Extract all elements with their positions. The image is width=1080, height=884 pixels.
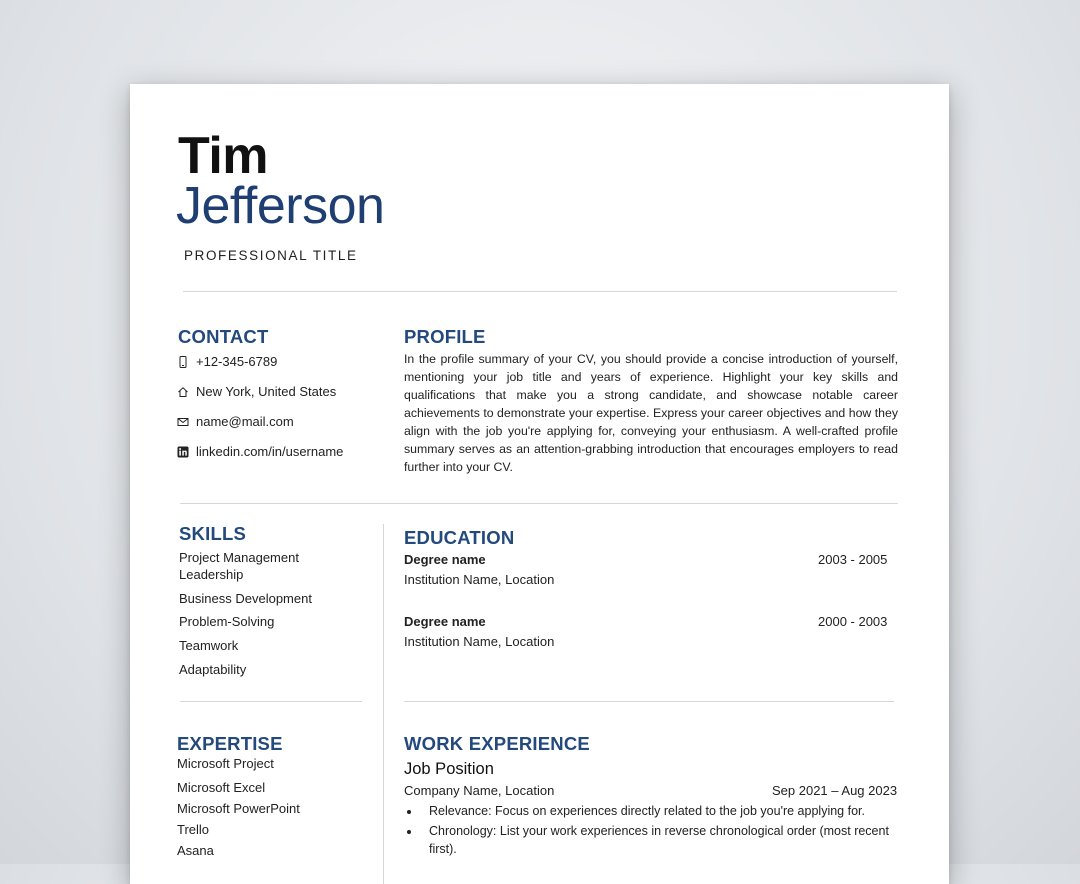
skill-item: Problem-Solving	[179, 614, 275, 629]
company-name: Company Name, Location	[404, 783, 555, 798]
header-divider	[183, 291, 897, 292]
degree-name: Degree name	[404, 614, 486, 629]
expertise-heading: EXPERTISE	[177, 733, 283, 754]
section-divider	[180, 503, 898, 504]
skill-item: Adaptability	[179, 662, 247, 677]
expertise-item: Asana	[177, 843, 214, 858]
work-heading: WORK EXPERIENCE	[404, 733, 590, 754]
contact-email: name@mail.com	[196, 414, 294, 429]
expertise-item: Trello	[177, 822, 210, 837]
last-name: Jefferson	[176, 177, 385, 235]
contact-phone: +12-345-6789	[196, 354, 278, 369]
expertise-item: Microsoft PowerPoint	[177, 801, 300, 816]
contact-heading: CONTACT	[178, 326, 269, 347]
bullet-dot	[407, 830, 411, 834]
skill-item: Leadership	[179, 567, 244, 582]
education-dates: 2000 - 2003	[818, 614, 888, 629]
contact-location: New York, United States	[196, 384, 337, 399]
phone-icon	[177, 356, 189, 368]
institution-name: Institution Name, Location	[404, 572, 555, 587]
column-divider	[383, 524, 384, 884]
skill-item: Teamwork	[179, 638, 239, 653]
bullet-dot	[407, 810, 411, 814]
education-heading: EDUCATION	[404, 527, 515, 548]
contact-linkedin: linkedin.com/in/username	[196, 444, 344, 459]
education-dates: 2003 - 2005	[818, 552, 888, 567]
skills-heading: SKILLS	[179, 523, 246, 544]
linkedin-icon	[177, 446, 189, 458]
work-dates: Sep 2021 – Aug 2023	[772, 783, 898, 798]
professional-title: PROFESSIONAL TITLE	[184, 248, 358, 263]
degree-name: Degree name	[404, 552, 486, 567]
expertise-item: Microsoft Project	[177, 756, 274, 771]
mail-icon	[177, 416, 189, 428]
work-bullet: Chronology: List your work experiences in reverse chronological order (most recent first).	[429, 824, 889, 856]
work-bullet: Relevance: Focus on experiences directly related to the job you're applying for.	[429, 804, 865, 818]
profile-summary: In the profile summary of your CV, you should provide a concise introduction of yourself, mentioning your job title and years of experience. Highlight your key skills and qualifications that make you a strong candidate, and showcase notable career achievements to demonstrate your expertise. Express your career objectives and how they align with the job you're applying for, conveying your enthusiasm. A well-crafted profile summary serves as an attention-grabbing introduction that encourages employers to read further into your CV.	[404, 352, 898, 474]
resume-page	[130, 84, 949, 884]
skill-item: Project Management	[179, 550, 299, 565]
first-name: Tim	[178, 127, 269, 185]
skill-item: Business Development	[179, 591, 312, 606]
profile-heading: PROFILE	[404, 326, 486, 347]
institution-name: Institution Name, Location	[404, 634, 555, 649]
education-divider	[404, 701, 894, 702]
home-icon	[177, 386, 189, 398]
skills-divider	[180, 701, 362, 702]
job-title: Job Position	[404, 760, 494, 778]
expertise-item: Microsoft Excel	[177, 780, 266, 795]
